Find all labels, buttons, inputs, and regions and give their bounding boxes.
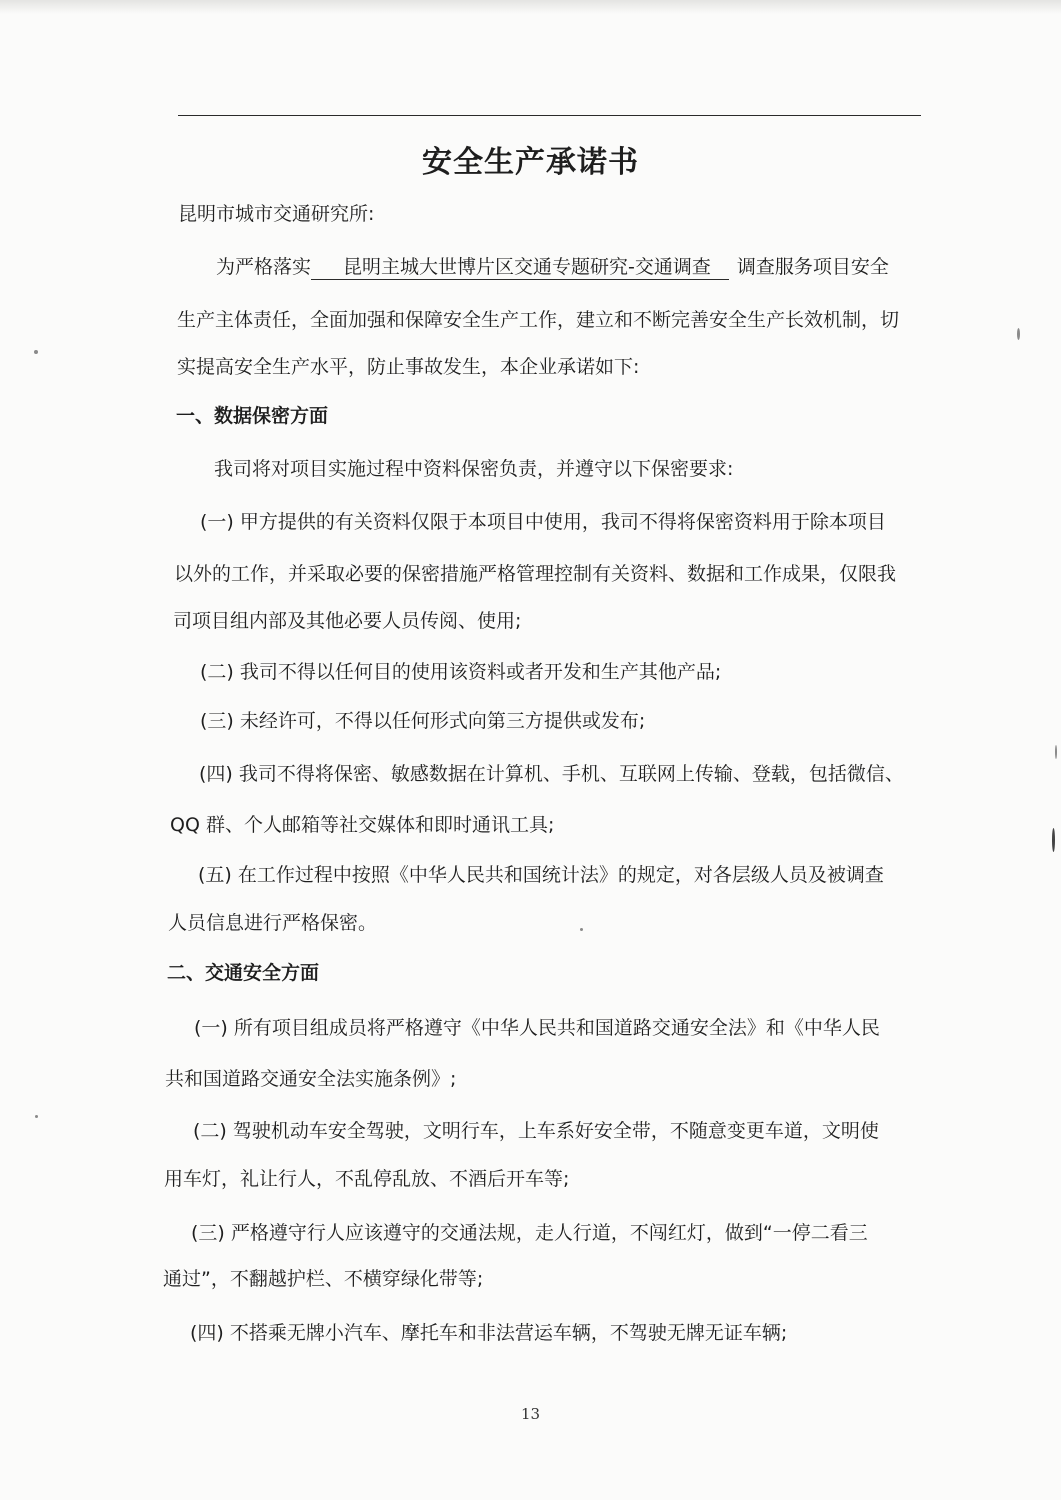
intro-line1-tail: 调查服务项目安全 bbox=[736, 256, 889, 278]
project-name-field: 昆明主城大世博片区交通专题研究-交通调查 bbox=[311, 255, 729, 280]
section2-item3-line1: (三) 严格遵守行人应该遵守的交通法规，走人行道，不闯红灯，做到“一停二看三 bbox=[191, 1222, 868, 1244]
scan-speck bbox=[34, 350, 38, 354]
intro-line-1 bbox=[216, 254, 889, 280]
section1-item1-line1: (一) 甲方提供的有关资料仅限于本项目中使用，我司不得将保密资料用于除本项目 bbox=[200, 511, 886, 533]
section2-item4: (四) 不搭乘无牌小汽车、摩托车和非法营运车辆，不驾驶无牌无证车辆; bbox=[190, 1322, 788, 1344]
intro-line-3: 实提高安全生产水平，防止事故发生，本企业承诺如下: bbox=[177, 356, 640, 378]
section2-item3-line2: 通过”，不翻越护栏、不横穿绿化带等; bbox=[163, 1268, 484, 1290]
scan-speck bbox=[580, 928, 583, 931]
document-title: 安全生产承诺书 bbox=[422, 145, 639, 180]
section2-heading: 二、交通安全方面 bbox=[167, 962, 320, 984]
page-number: 13 bbox=[520, 1405, 541, 1423]
scan-speck bbox=[1055, 745, 1057, 759]
section2-item2-line2: 用车灯，礼让行人，不乱停乱放、不酒后开车等; bbox=[164, 1168, 570, 1190]
scan-speck bbox=[1052, 828, 1055, 852]
section2-item1-line1: (一) 所有项目组成员将严格遵守《中华人民共和国道路交通安全法》和《中华人民 bbox=[194, 1017, 880, 1039]
section1-item4-line1: (四) 我司不得将保密、敏感数据在计算机、手机、互联网上传输、登载，包括微信、 bbox=[199, 763, 904, 785]
intro-lead: 为严格落实 bbox=[216, 256, 312, 278]
section1-intro: 我司将对项目实施过程中资料保密负责，并遵守以下保密要求: bbox=[214, 458, 734, 480]
scan-speck bbox=[1017, 328, 1020, 340]
section1-item5-line2: 人员信息进行严格保密。 bbox=[168, 912, 378, 934]
section1-item3: (三) 未经许可，不得以任何形式向第三方提供或发布; bbox=[200, 710, 646, 732]
section2-item2-line1: (二) 驾驶机动车安全驾驶，文明行车，上车系好安全带，不随意变更车道，文明使 bbox=[193, 1120, 879, 1142]
section1-heading: 一、数据保密方面 bbox=[176, 405, 329, 427]
addressee: 昆明市城市交通研究所: bbox=[178, 203, 375, 225]
scan-speck bbox=[35, 1115, 38, 1118]
section1-item1-line2: 以外的工作，并采取必要的保密措施严格管理控制有关资料、数据和工作成果，仅限我 bbox=[174, 563, 897, 585]
section1-item5-line1: (五) 在工作过程中按照《中华人民共和国统计法》的规定，对各层级人员及被调查 bbox=[198, 864, 884, 886]
intro-line-2: 生产主体责任，全面加强和保障安全生产工作，建立和不断完善安全生产长效机制，切 bbox=[177, 309, 900, 331]
section2-item1-line2: 共和国道路交通安全法实施条例》; bbox=[165, 1068, 457, 1090]
section1-item2: (二) 我司不得以任何目的使用该资料或者开发和生产其他产品; bbox=[200, 661, 722, 683]
scan-edge-shadow bbox=[0, 0, 1061, 14]
header-rule bbox=[178, 115, 921, 116]
section1-item1-line3: 司项目组内部及其他必要人员传阅、使用; bbox=[173, 610, 522, 632]
section1-item4-line2: QQ 群、个人邮箱等社交媒体和即时通讯工具; bbox=[170, 814, 555, 836]
